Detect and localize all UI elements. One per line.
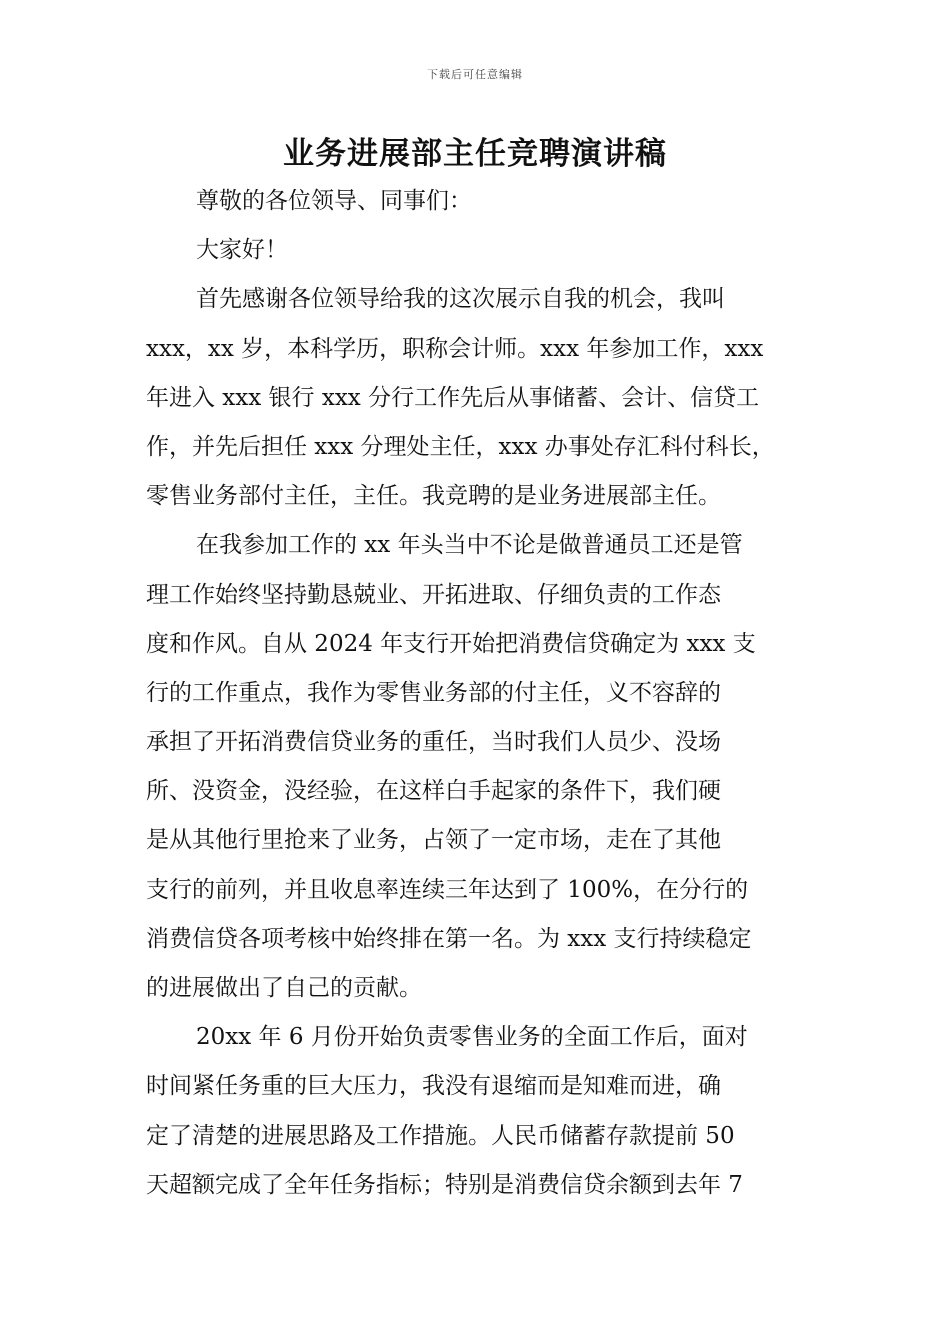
paragraph-line: 零售业务部付主任，主任。我竞聘的是业务进展部主任。 (146, 483, 721, 510)
paragraph-line: 度和作风。自从 2024 年支行开始把消费信贷确定为 xxx 支 (146, 630, 756, 657)
paragraph-line: 定了清楚的进展思路及工作措施。人民币储蓄存款提前 50 (146, 1122, 735, 1149)
paragraph-line: 支行的前列，并且收息率连续三年达到了 100%，在分行的 (146, 876, 749, 903)
paragraph-line: 是从其他行里抢来了业务，占领了一定市场，走在了其他 (146, 827, 721, 854)
paragraph-line: 消费信贷各项考核中始终排在第一名。为 xxx 支行持续稳定 (146, 925, 752, 952)
paragraph-line: 理工作始终坚持勤恳兢业、开拓进取、仔细负责的工作态 (146, 581, 721, 608)
paragraph-line: 首先感谢各位领导给我的这次展示自我的机会，我叫 (196, 286, 725, 313)
paragraph-line: 20xx 年 6 月份开始负责零售业务的全面工作后，面对 (196, 1024, 748, 1051)
document-body (146, 177, 810, 1210)
paragraph-line: 年进入 xxx 银行 xxx 分行工作先后从事储蓄、会计、信贷工 (146, 384, 760, 411)
paragraph-line: 的进展做出了自己的贡献。 (146, 975, 422, 1001)
paragraph-line: 在我参加工作的 xx 年头当中不论是做普通员工还是管 (196, 532, 743, 559)
salutation-line: 尊敬的各位领导、同事们： (196, 188, 472, 214)
paragraph-line: 所、没资金，没经验，在这样白手起家的条件下，我们硬 (146, 778, 721, 805)
paragraph-line: 天超额完成了全年任务指标；特别是消费信贷余额到去年 7 (146, 1171, 743, 1198)
paragraph-line: xxx，xx 岁，本科学历，职称会计师。xxx 年参加工作，xxx (146, 335, 764, 362)
paragraph-line: 作，并先后担任 xxx 分理处主任，xxx 办事处存汇科付科长， (146, 433, 775, 460)
document-title: 业务进展部主任竞聘演讲稿 (283, 136, 667, 172)
paragraph-line: 承担了开拓消费信贷业务的重任，当时我们人员少、没场 (146, 729, 721, 756)
paragraph-line: 行的工作重点，我作为零售业务部的付主任，义不容辞的 (146, 679, 721, 706)
paragraph-line: 时间紧任务重的巨大压力，我没有退缩而是知难而进，确 (146, 1073, 721, 1100)
header-note: 下载后可任意编辑 (427, 68, 523, 81)
greeting-line: 大家好！ (196, 237, 288, 264)
